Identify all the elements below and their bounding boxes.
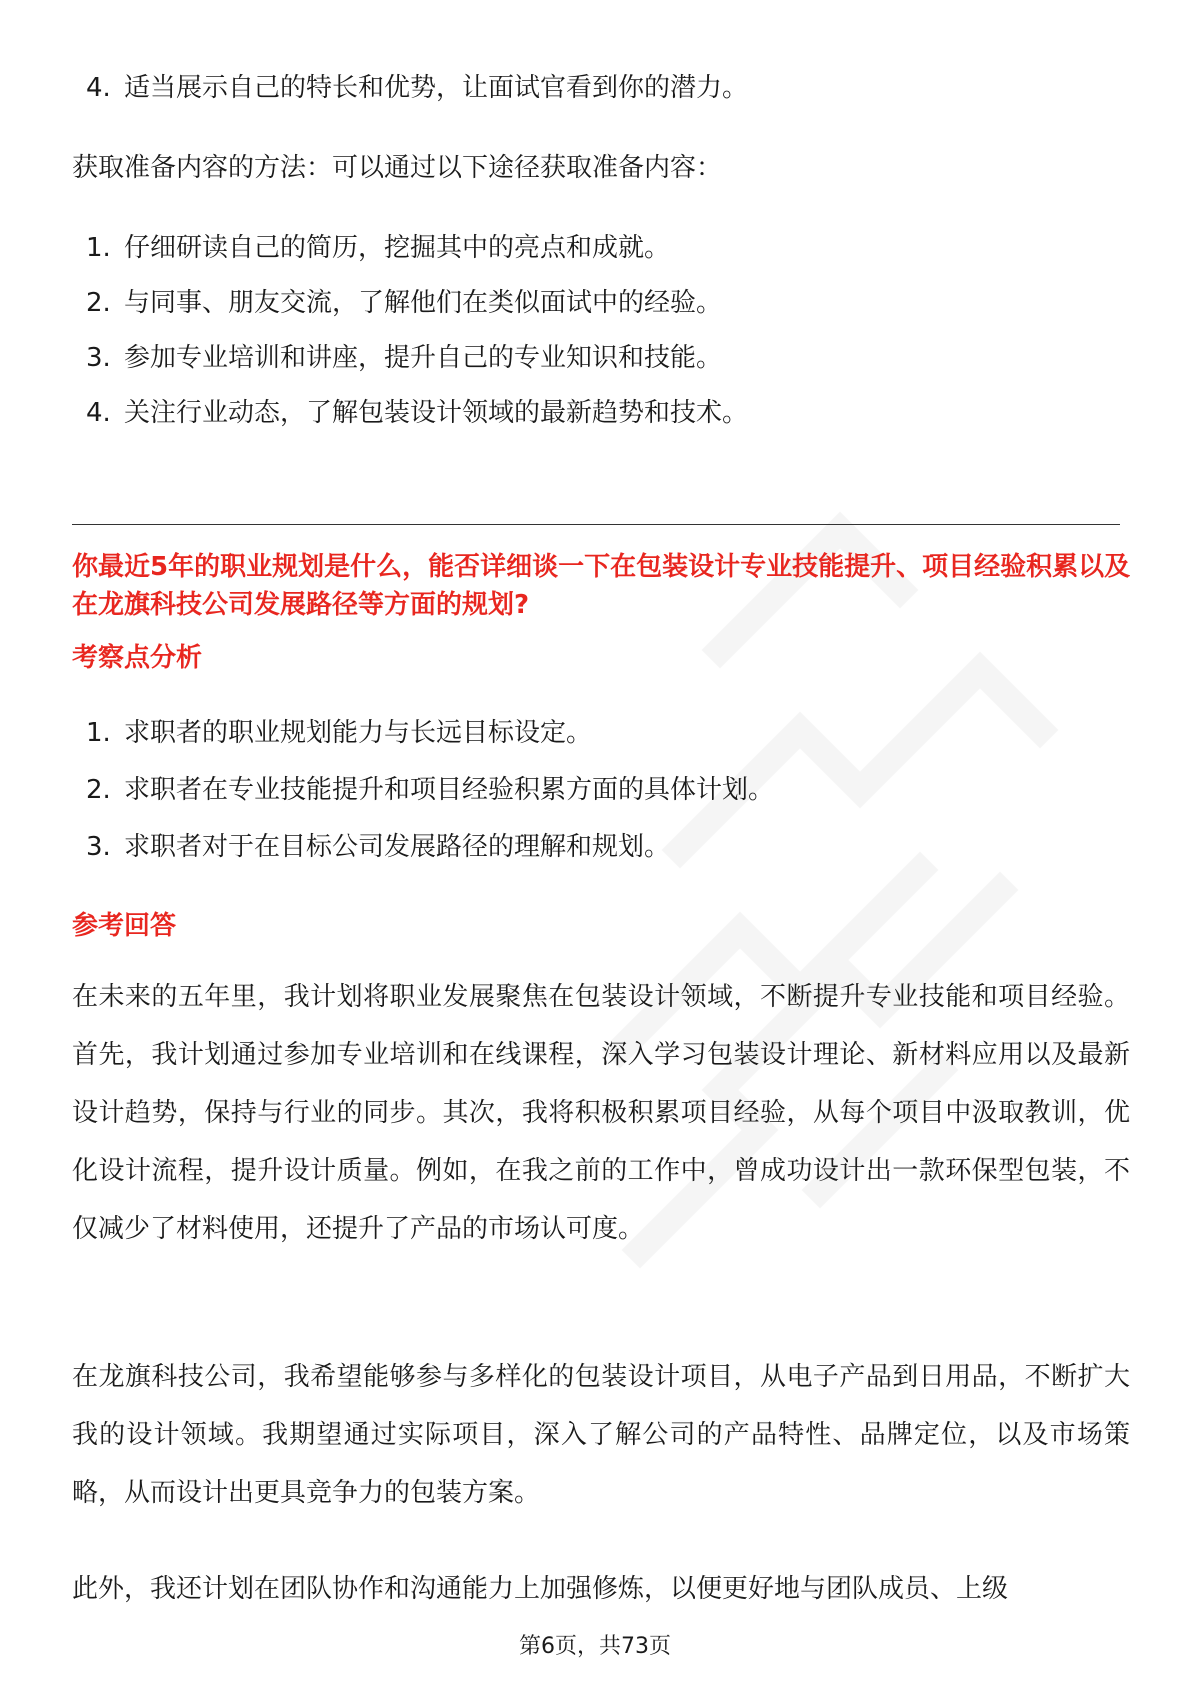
list-item <box>86 772 774 808</box>
list-number: 3. <box>86 343 111 373</box>
list-item <box>86 829 670 865</box>
section-divider <box>72 524 1120 525</box>
list-text: 求职者对于在目标公司发展路径的理解和规划。 <box>124 832 671 862</box>
answer-paragraph: 此外，我还计划在团队协作和沟通能力上加强修炼，以便更好地与团队成员、上级 <box>72 1574 1009 1604</box>
answer-paragraph: 在未来的五年里，我计划将职业发展聚焦在包装设计领域，不断提升专业技能和项目经验。首先，我计划通过参加专业培训和在线课程，深入学习包装设计理论、新材料应用以及最新设计趋势，保持与行业的同步。其次，我将积极积累项目经验，从每个项目中汲取教训，优化设计流程，提升设计质量。例如，在我之前的工作中，曾成功设计出一款环保型包装，不仅减少了材料使用，还提升了产品的市场认可度。 <box>72 982 1130 1244</box>
list-item <box>86 715 592 751</box>
list-number: 3. <box>86 832 111 862</box>
list-text: 参加专业培训和讲座，提升自己的专业知识和技能。 <box>124 343 723 373</box>
list-item <box>86 230 670 266</box>
list-number: 4. <box>86 73 111 103</box>
list-text: 与同事、朋友交流，了解他们在类似面试中的经验。 <box>124 288 723 318</box>
list-number: 2. <box>86 288 111 318</box>
answer-paragraph: 在龙旗科技公司，我希望能够参与多样化的包装设计项目，从电子产品到日用品，不断扩大我的设计领域。我期望通过实际项目，深入了解公司的产品特性、品牌定位，以及市场策略，从而设计出更具竞争力的包装方案。 <box>72 1362 1130 1508</box>
list-number: 4. <box>86 398 111 428</box>
method-intro: 获取准备内容的方法：可以通过以下途径获取准备内容： <box>72 153 723 183</box>
list-item <box>86 395 748 431</box>
question-heading: 你最近5年的职业规划是什么，能否详细谈一下在包装设计专业技能提升、项目经验积累以及在龙旗科技公司发展路径等方面的规划? <box>72 552 1131 620</box>
list-text: 仔细研读自己的简历，挖掘其中的亮点和成就。 <box>124 233 671 263</box>
list-text: 求职者在专业技能提升和项目经验积累方面的具体计划。 <box>124 775 775 805</box>
analysis-heading: 考察点分析 <box>72 643 203 673</box>
list-text: 求职者的职业规划能力与长远目标设定。 <box>124 718 593 748</box>
list-number: 1. <box>86 233 111 263</box>
list-item <box>86 340 722 376</box>
list-number: 1. <box>86 718 111 748</box>
answer-heading: 参考回答 <box>72 911 177 941</box>
page-footer: 第6页，共73页 <box>519 1634 671 1659</box>
list-text: 适当展示自己的特长和优势，让面试官看到你的潜力。 <box>124 73 749 103</box>
list-item <box>86 285 722 321</box>
list-text: 关注行业动态，了解包装设计领域的最新趋势和技术。 <box>124 398 749 428</box>
list-number: 2. <box>86 775 111 805</box>
list-item <box>86 70 748 106</box>
